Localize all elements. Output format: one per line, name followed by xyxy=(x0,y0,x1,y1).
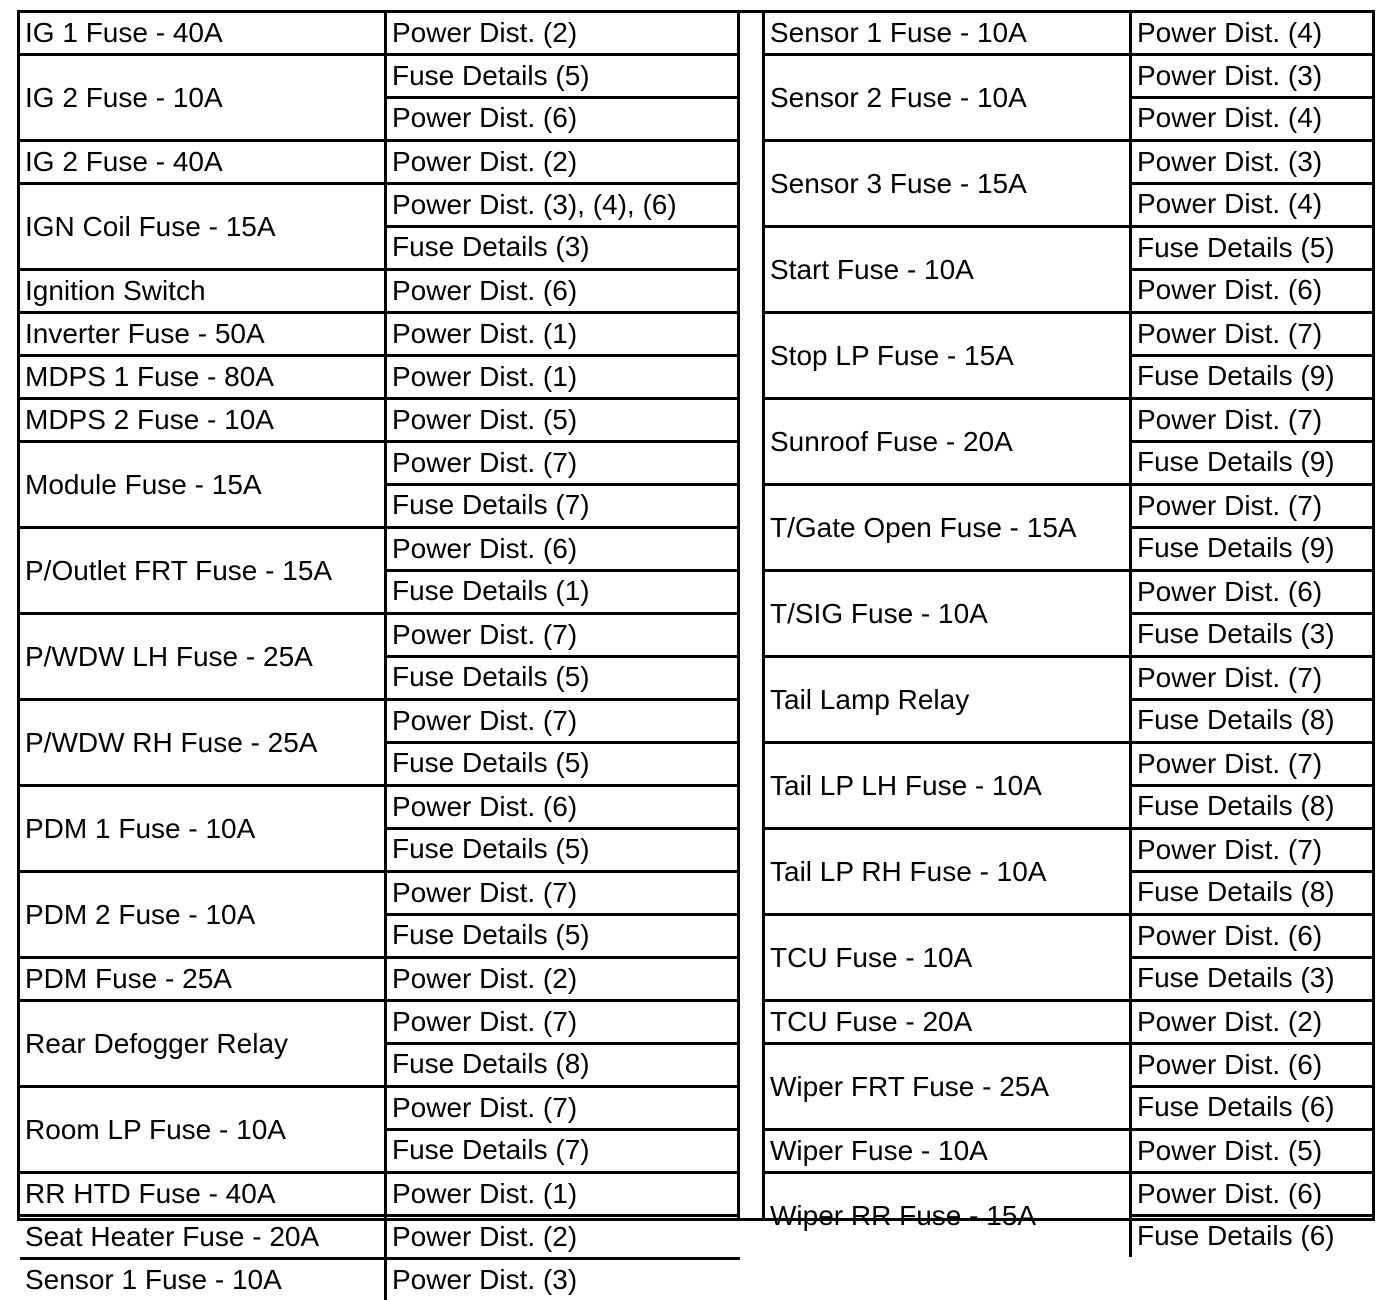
reference-cells xyxy=(387,1088,740,1171)
reference-cells xyxy=(387,400,740,440)
reference-cell: Power Dist. (7) xyxy=(392,1006,578,1037)
reference-cell: Power Dist. (3) xyxy=(1137,146,1323,177)
component-name: Sensor 1 Fuse - 10A xyxy=(20,1260,387,1300)
table-row xyxy=(20,698,740,784)
table-row xyxy=(20,1085,740,1171)
reference-cell: Fuse Details (5) xyxy=(387,913,740,953)
reference-cells xyxy=(387,142,740,182)
table-row xyxy=(765,139,1375,225)
fuse-index-table xyxy=(17,10,1375,1295)
reference-cells xyxy=(387,873,740,956)
reference-cells xyxy=(387,1002,740,1085)
reference-cell: Power Dist. (1) xyxy=(392,361,578,392)
reference-cells xyxy=(1132,1131,1375,1171)
component-name: T/Gate Open Fuse - 15A xyxy=(765,486,1132,569)
reference-cells xyxy=(1132,916,1375,999)
reference-cell: Power Dist. (7) xyxy=(392,1092,578,1123)
reference-cells xyxy=(387,357,740,397)
reference-cell: Power Dist. (6) xyxy=(1137,1178,1323,1209)
reference-cell: Power Dist. (6) xyxy=(1137,920,1323,951)
table-row xyxy=(765,741,1375,827)
reference-cell: Fuse Details (3) xyxy=(387,225,740,265)
reference-cell: Power Dist. (6) xyxy=(387,96,740,136)
reference-cell: Fuse Details (7) xyxy=(387,483,740,523)
component-name: PDM Fuse - 25A xyxy=(20,959,387,999)
component-name: Ignition Switch xyxy=(20,271,387,311)
table-row xyxy=(20,784,740,870)
reference-cell: Fuse Details (8) xyxy=(1132,784,1375,824)
table-row xyxy=(20,53,740,139)
reference-cell: Power Dist. (7) xyxy=(392,447,578,478)
component-name: Sensor 1 Fuse - 10A xyxy=(765,13,1132,53)
reference-cells xyxy=(1132,1002,1375,1042)
component-name: IG 1 Fuse - 40A xyxy=(20,13,387,53)
component-name: PDM 1 Fuse - 10A xyxy=(20,787,387,870)
reference-cell: Power Dist. (6) xyxy=(1137,576,1323,607)
reference-cell: Power Dist. (7) xyxy=(1137,748,1323,779)
component-name: TCU Fuse - 10A xyxy=(765,916,1132,999)
table-row xyxy=(765,569,1375,655)
reference-cell: Fuse Details (1) xyxy=(387,569,740,609)
reference-cell: Power Dist. (7) xyxy=(392,705,578,736)
component-name: RR HTD Fuse - 40A xyxy=(20,1174,387,1214)
reference-cell: Power Dist. (7) xyxy=(1137,662,1323,693)
reference-cells xyxy=(1132,400,1375,483)
reference-cells xyxy=(387,615,740,698)
reference-cell: Power Dist. (7) xyxy=(392,877,578,908)
reference-cell: Power Dist. (7) xyxy=(1137,404,1323,435)
component-name: Stop LP Fuse - 15A xyxy=(765,314,1132,397)
reference-cell: Power Dist. (3) xyxy=(1137,60,1323,91)
reference-cells xyxy=(387,959,740,999)
reference-cells xyxy=(387,1260,740,1300)
reference-cell: Power Dist. (7) xyxy=(1137,490,1323,521)
table-row xyxy=(20,870,740,956)
reference-cell: Fuse Details (9) xyxy=(1132,354,1375,394)
reference-cell: Power Dist. (5) xyxy=(1137,1135,1323,1166)
reference-cells xyxy=(387,271,740,311)
component-name: Start Fuse - 10A xyxy=(765,228,1132,311)
reference-cell: Power Dist. (4) xyxy=(1137,17,1323,48)
table-row xyxy=(20,139,740,182)
reference-cells xyxy=(387,787,740,870)
component-name: Sensor 2 Fuse - 10A xyxy=(765,56,1132,139)
reference-cell: Fuse Details (9) xyxy=(1132,440,1375,480)
table-row xyxy=(765,311,1375,397)
reference-cells xyxy=(387,701,740,784)
reference-cells xyxy=(1132,658,1375,741)
table-row xyxy=(20,311,740,354)
reference-cell: Power Dist. (6) xyxy=(1137,1049,1323,1080)
reference-cell: Fuse Details (8) xyxy=(1132,698,1375,738)
component-name: IGN Coil Fuse - 15A xyxy=(20,185,387,268)
reference-cells xyxy=(387,314,740,354)
reference-cells xyxy=(1132,56,1375,139)
component-name: Room LP Fuse - 10A xyxy=(20,1088,387,1171)
component-name: P/WDW RH Fuse - 25A xyxy=(20,701,387,784)
table-row xyxy=(20,526,740,612)
reference-cells xyxy=(1132,1174,1375,1257)
reference-cell: Power Dist. (1) xyxy=(392,318,578,349)
reference-cell: Fuse Details (5) xyxy=(1137,232,1335,263)
component-name: T/SIG Fuse - 10A xyxy=(765,572,1132,655)
reference-cells xyxy=(1132,744,1375,827)
table-row xyxy=(765,397,1375,483)
table-row xyxy=(20,268,740,311)
component-name: Wiper RR Fuse - 15A xyxy=(765,1174,1132,1257)
reference-cell: Power Dist. (6) xyxy=(392,533,578,564)
reference-cell: Fuse Details (5) xyxy=(387,827,740,867)
reference-cells xyxy=(387,1174,740,1214)
reference-cell: Fuse Details (5) xyxy=(387,741,740,781)
reference-cell: Fuse Details (8) xyxy=(1132,870,1375,910)
table-row xyxy=(765,913,1375,999)
component-name: Tail LP RH Fuse - 10A xyxy=(765,830,1132,913)
table-row xyxy=(20,182,740,268)
reference-cell: Power Dist. (6) xyxy=(392,275,578,306)
table-row xyxy=(765,827,1375,913)
reference-cells xyxy=(1132,1045,1375,1128)
reference-cell: Fuse Details (8) xyxy=(387,1042,740,1082)
reference-cell: Power Dist. (4) xyxy=(1132,96,1375,136)
reference-cell: Power Dist. (3), (4), (6) xyxy=(392,189,677,220)
component-name: Rear Defogger Relay xyxy=(20,1002,387,1085)
reference-cell: Power Dist. (7) xyxy=(1137,834,1323,865)
reference-cells xyxy=(387,529,740,612)
reference-cells xyxy=(387,13,740,53)
table-row xyxy=(20,354,740,397)
column-divider xyxy=(737,13,765,1218)
component-name: MDPS 1 Fuse - 80A xyxy=(20,357,387,397)
table-row xyxy=(765,13,1375,53)
reference-cells xyxy=(1132,142,1375,225)
reference-cell: Fuse Details (9) xyxy=(1132,526,1375,566)
reference-cell: Fuse Details (5) xyxy=(387,655,740,695)
reference-cells xyxy=(1132,572,1375,655)
reference-cell: Fuse Details (7) xyxy=(387,1128,740,1168)
table-row xyxy=(20,956,740,999)
table-row xyxy=(765,225,1375,311)
component-name: IG 2 Fuse - 40A xyxy=(20,142,387,182)
component-name: Wiper FRT Fuse - 25A xyxy=(765,1045,1132,1128)
table-row xyxy=(765,1171,1375,1257)
table-row xyxy=(20,13,740,53)
reference-cells xyxy=(387,443,740,526)
reference-cell: Fuse Details (6) xyxy=(1132,1214,1375,1254)
reference-cells xyxy=(1132,486,1375,569)
table-row xyxy=(20,1257,740,1300)
component-name: P/WDW LH Fuse - 25A xyxy=(20,615,387,698)
reference-cell: Power Dist. (4) xyxy=(1132,182,1375,222)
table-row xyxy=(20,1214,740,1257)
table-row xyxy=(20,999,740,1085)
reference-cell: Fuse Details (5) xyxy=(392,60,590,91)
reference-cell: Power Dist. (6) xyxy=(392,791,578,822)
component-name: Module Fuse - 15A xyxy=(20,443,387,526)
reference-cell: Fuse Details (3) xyxy=(1132,956,1375,996)
reference-cell: Power Dist. (2) xyxy=(392,1221,578,1252)
component-name: Sensor 3 Fuse - 15A xyxy=(765,142,1132,225)
component-name: Seat Heater Fuse - 20A xyxy=(20,1217,387,1257)
table-row xyxy=(20,612,740,698)
component-name: TCU Fuse - 20A xyxy=(765,1002,1132,1042)
table-row xyxy=(20,1171,740,1214)
reference-cell: Fuse Details (6) xyxy=(1132,1085,1375,1125)
reference-cell: Power Dist. (2) xyxy=(392,146,578,177)
component-name: IG 2 Fuse - 10A xyxy=(20,56,387,139)
reference-cell: Power Dist. (5) xyxy=(392,404,578,435)
reference-cells xyxy=(387,1217,740,1257)
reference-cells xyxy=(1132,228,1375,311)
component-name: Tail Lamp Relay xyxy=(765,658,1132,741)
reference-cells xyxy=(1132,13,1375,53)
table-row xyxy=(765,655,1375,741)
reference-cell: Power Dist. (2) xyxy=(392,17,578,48)
reference-cells xyxy=(1132,314,1375,397)
table-row xyxy=(765,1128,1375,1171)
component-name: Wiper Fuse - 10A xyxy=(765,1131,1132,1171)
reference-cell: Power Dist. (2) xyxy=(1137,1006,1323,1037)
reference-cells xyxy=(1132,830,1375,913)
reference-cell: Power Dist. (3) xyxy=(392,1264,578,1295)
table-row xyxy=(765,999,1375,1042)
component-name: Inverter Fuse - 50A xyxy=(20,314,387,354)
reference-cells xyxy=(387,56,740,139)
reference-cells xyxy=(387,185,740,268)
reference-cell: Power Dist. (6) xyxy=(1132,268,1375,308)
table-row xyxy=(20,440,740,526)
table-row xyxy=(765,483,1375,569)
reference-cell: Power Dist. (2) xyxy=(392,963,578,994)
table-row xyxy=(765,53,1375,139)
reference-cell: Power Dist. (1) xyxy=(392,1178,578,1209)
component-name: P/Outlet FRT Fuse - 15A xyxy=(20,529,387,612)
component-name: Tail LP LH Fuse - 10A xyxy=(765,744,1132,827)
component-name: PDM 2 Fuse - 10A xyxy=(20,873,387,956)
component-name: MDPS 2 Fuse - 10A xyxy=(20,400,387,440)
component-name: Sunroof Fuse - 20A xyxy=(765,400,1132,483)
reference-cell: Power Dist. (7) xyxy=(1137,318,1323,349)
reference-cell: Power Dist. (7) xyxy=(392,619,578,650)
reference-cell: Fuse Details (3) xyxy=(1132,612,1375,652)
table-row xyxy=(765,1042,1375,1128)
table-row xyxy=(20,397,740,440)
